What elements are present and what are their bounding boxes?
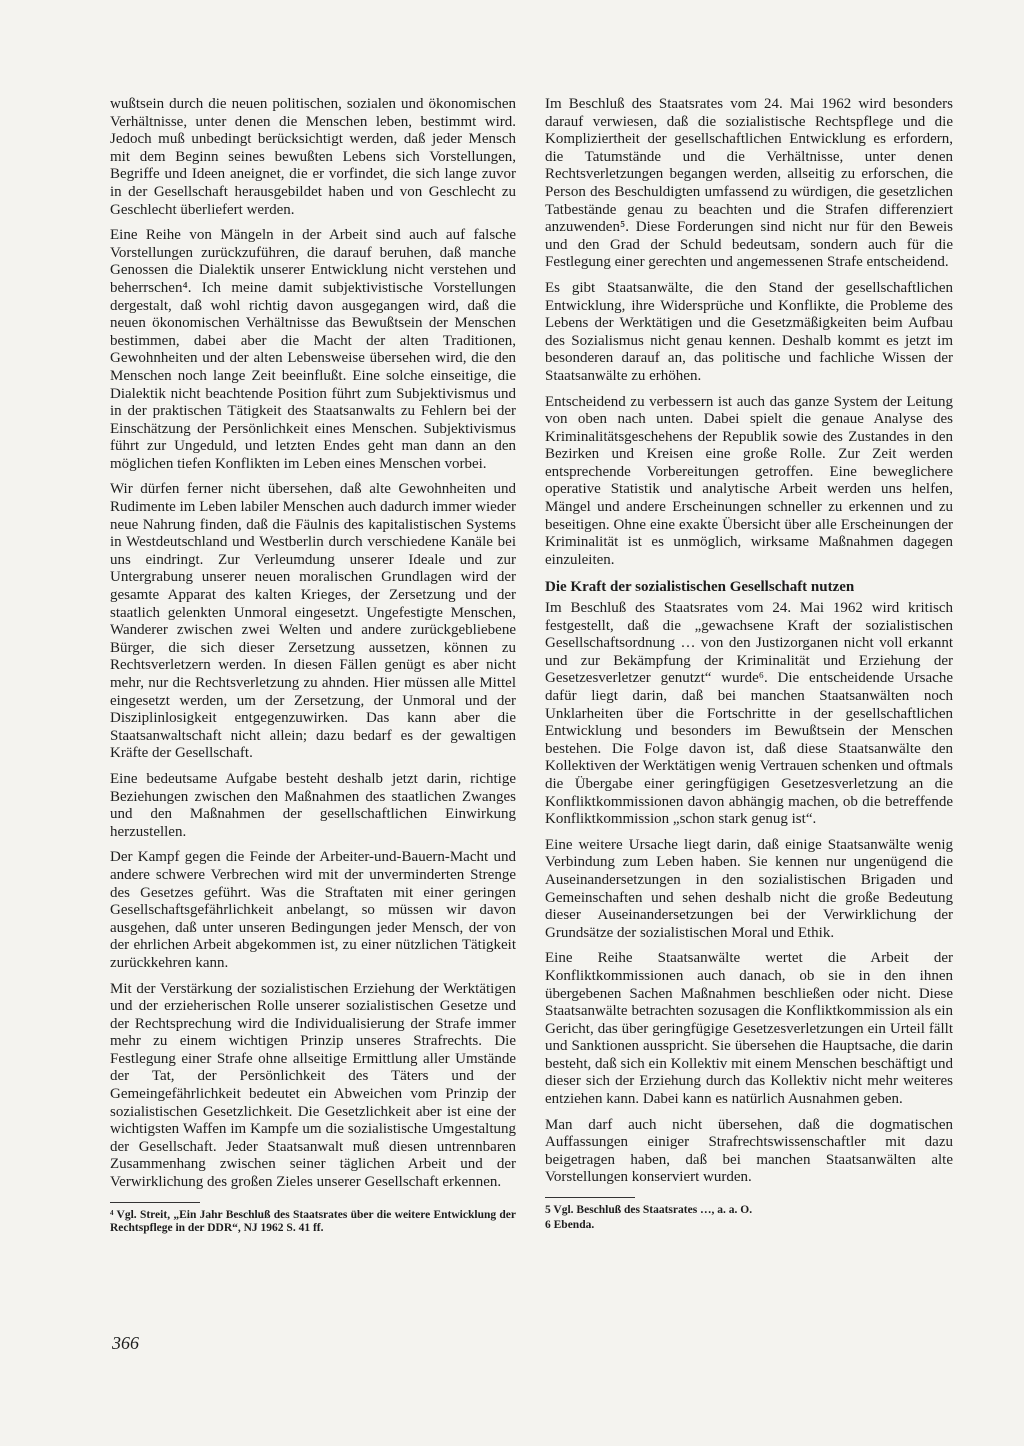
footnote: 6 Ebenda. — [545, 1219, 595, 1232]
paragraph: wußtsein durch die neuen politischen, sozialen und ökonomischen Verhältnisse, unter denen die Menschen leben, bestimmt wird. Jedoch muß unbedingt berücksichtigt werden, daß jeder Mensch mit dem Beginn seines bewußten Lebens sich Vorstellungen, Begriffe und Ideen aneignet, die er vorfindet, die sich lange zuvor in der Gesellschaft herausgebildet haben und von Geschlecht zu Geschlecht überliefert werden. — [110, 96, 516, 218]
paragraph: Eine bedeutsame Aufgabe besteht deshalb jetzt darin, richtige Beziehungen zwischen den Maßnahmen des staatlichen Zwanges und den Maßnahmen der gesellschaftlichen Einwirkung herzustellen. — [110, 770, 516, 840]
paragraph: Eine Reihe von Mängeln in der Arbeit sind auch auf falsche Vorstellungen zurückzuführen, die darauf beruhen, daß manche Genossen die Dialektik unserer Entwicklung nicht verstehen und beherrschen⁴. Ich meine damit subjektivistische Vorstellungen dergestalt, daß wohl richtig davon ausgegangen wird, daß die neuen ökonomischen Verhältnisse das Bewußtsein der Menschen bestimmen, dabei aber die Macht der alten Traditionen, Gewohnheiten und der alten Lebensweise übersehen wird, die den Menschen noch lange Zeit beeinflußt. Eine solche einseitige, die Dialektik nicht beachtende Position führt zum Subjektivismus und in der praktischen Tätigkeit des Staatsanwalts zu Fehlern bei der Einschätzung der Persönlichkeit eines Menschen. Subjektivismus führt zur Ungeduld, und letzten Endes geht man dann an den möglichen tiefen Konflikten im Leben eines Menschen vorbei. — [110, 227, 516, 472]
section-heading: Die Kraft der sozialistischen Gesellschaft nutzen — [545, 579, 855, 596]
footnote-divider — [110, 1202, 200, 1203]
paragraph: Man darf auch nicht übersehen, daß die dogmatischen Auffassungen einiger Strafrechtswissenschaftler mit dazu beigetragen haben, daß bei manchen Staatsanwälten alte Vorstellungen konserviert wurden. — [545, 1116, 953, 1186]
page-number: 366 — [112, 1333, 139, 1353]
paragraph: Eine Reihe Staatsanwälte wertet die Arbeit der Konfliktkommissionen auch danach, ob sie in den ihnen übergebenen Sachen Maßnahmen beschließen oder nicht. Diese Staatsanwälte betrachten sozusagen die Konfliktkommission als ein Gericht, das über geringfügige Gesetzesverletzungen ein Urteil fällt und Sanktionen ausspricht. Sie übersehen die Hauptsache, die darin besteht, daß sich ein Kollektiv mit einem Menschen beschäftigt und dieser sich der Erziehung durch das Kollektiv nicht mehr weiteres entziehen kann. Dabei kann es natürlich Ausnahmen geben. — [545, 950, 953, 1108]
footnote: 5 Vgl. Beschluß des Staatsrates …, a. a. O. — [545, 1204, 753, 1217]
paragraph: Im Beschluß des Staatsrates vom 24. Mai 1962 wird kritisch festgestellt, daß die „gewachsene Kraft der sozialistischen Gesellschaftsordnung … von den Justizorganen nicht voll erkannt und zur Bekämpfung der Kriminalität und Erziehung der Gesetzesverletzer genutzt“ wurde⁶. Die entscheidende Ursache dafür liegt darin, daß bei manchen Staatsanwälten noch Unklarheiten über die Fortschritte in der gesellschaftlichen Entwicklung und besonders im Bewußtsein der Menschen bestehen. Die Folge davon ist, daß diese Staatsanwälte den Kollektiven der Werktätigen wenig Vertrauen schenken und oftmals die Übergabe einer geringfügigen Gesetzesverletzung an die Konfliktkommissionen davon abhängig machen, ob die betreffende Konfliktkommission „schon stark genug ist“. — [545, 600, 953, 828]
right-column — [545, 96, 953, 1234]
paragraph: Der Kampf gegen die Feinde der Arbeiter-und-Bauern-Macht und andere schwere Verbrechen wird mit der unverminderten Strenge des Gesetzes geführt. Was die Straftaten mit einer geringen Gesellschaftsgefährlichkeit anbelangt, so müssen wir davon ausgehen, daß unter unseren Bedingungen jeder Mensch, der von der ehrlichen Arbeit abgekommen ist, zu einer nützlichen Tätigkeit zurückkehren kann. — [110, 849, 516, 971]
footnote: ⁴ Vgl. Streit, „Ein Jahr Beschluß des Staatsrates über die weitere Entwicklung der Rechtspflege in der DDR“, NJ 1962 S. 41 ff. — [110, 1208, 516, 1234]
paragraph: Mit der Verstärkung der sozialistischen Erziehung der Werktätigen und der erzieherischen Rolle unserer sozialistischen Gesetze und der Rechtsprechung wird die Individualisierung der Strafe immer mehr zu einem wichtigen Prinzip unseres Strafrechts. Die Festlegung einer Strafe ohne allseitige Ermittlung aller Umstände der Tat, der Persönlichkeit des Täters und der Gemeingefährlichkeit bedeutet ein Abweichen vom Prinzip der sozialistischen Gesetzlichkeit. Die Gesetzlichkeit aber ist eine der wichtigsten Waffen im Kampfe um die sozialistische Umgestaltung der Gesellschaft. Jeder Staatsanwalt muß diesen untrennbaren Zusammenhang zwischen seiner täglichen Arbeit und der Verwirklichung des großen Zieles unserer Gesellschaft erkennen. — [110, 980, 516, 1191]
left-column — [110, 96, 516, 1237]
paragraph: Im Beschluß des Staatsrates vom 24. Mai 1962 wird besonders darauf verwiesen, daß die sozialistische Rechtspflege und die Kompliziertheit der gesellschaftlichen Entwicklung es erfordern, die Tatumstände und die Verhältnisse, unter denen Rechtsverletzungen begangen werden, allseitig zu erforschen, die Person des Beschuldigten umfassend zu würdigen, die gesetzlichen Tatbestände genau zu beachten und die Strafen differenziert anzuwenden⁵. Diese Forderungen sind nicht nur für den Beweis und den Grad der Schuld bedeutsam, sondern auch für die Festlegung einer gerechten und angemessenen Strafe entscheidend. — [545, 96, 953, 271]
paragraph: Entscheidend zu verbessern ist auch das ganze System der Leitung von oben nach unten. Dabei spielt die genaue Analyse des Kriminalitätsgeschehens der Republik sowie des Zustandes in den Bezirken und Kreisen eine große Rolle. Zur Zeit werden entsprechende Vorbereitungen getroffen. Eine beweglichere operative Statistik und analytische Arbeit werden uns helfen, Mängel und andere Erscheinungen schneller zu erkennen und zu beseitigen. Ohne eine exakte Übersicht über alle Erscheinungen der Kriminalität ist es unmöglich, wirksame Maßnahmen dagegen einzuleiten. — [545, 393, 953, 568]
paragraph: Wir dürfen ferner nicht übersehen, daß alte Gewohnheiten und Rudimente im Leben labiler Menschen auch dadurch immer wieder neue Nahrung finden, daß die Fäulnis des kapitalistischen Systems in Westdeutschland und Westberlin durch verschiedene Kanäle bei uns eindringt. Zur Verleumdung unserer Ideale und zur Untergrabung unserer neuen moralischen Grundlagen wird der gesamte Apparat des kalten Krieges, der Zersetzung und der staatlich gelenkten Unmoral eingesetzt. Ungefestigte Menschen, Wanderer zwischen zwei Welten und andere zurückgebliebene Bürger, die sich dieser Zersetzung aussetzen, können zu Rechtsverletzern werden. In diesen Fällen genügt es aber nicht mehr, nur die Rechtsverletzung zu ahnden. Hier müssen alle Mittel eingesetzt werden, um der Zersetzung, der Unmoral und der Disziplinlosigkeit entgegenzuwirken. Das kann aber die Staatsanwaltschaft nicht allein; dazu bedarf es der gewaltigen Kräfte der Gesellschaft. — [110, 481, 516, 762]
footnote-divider — [545, 1197, 635, 1198]
paragraph: Eine weitere Ursache liegt darin, daß einige Staatsanwälte wenig Verbindung zum Leben haben. Sie kennen nur ungenügend die Auseinandersetzungen in den sozialistischen Brigaden und Gemeinschaften und sehen deshalb nicht die große Bedeutung dieser Auseinandersetzungen bei der Verwirklichung der Grundsätze der sozialistischen Moral und Ethik. — [545, 836, 953, 941]
paragraph: Es gibt Staatsanwälte, die den Stand der gesellschaftlichen Entwicklung, ihre Widersprüche und Konflikte, die Probleme des Lebens der Werktätigen und die Gesetzmäßigkeiten beim Aufbau des Sozialismus nicht genau kennen. Deshalb kommt es jetzt im besonderen darauf an, das politische und fachliche Wissen der Staatsanwälte zu erhöhen. — [545, 279, 953, 384]
